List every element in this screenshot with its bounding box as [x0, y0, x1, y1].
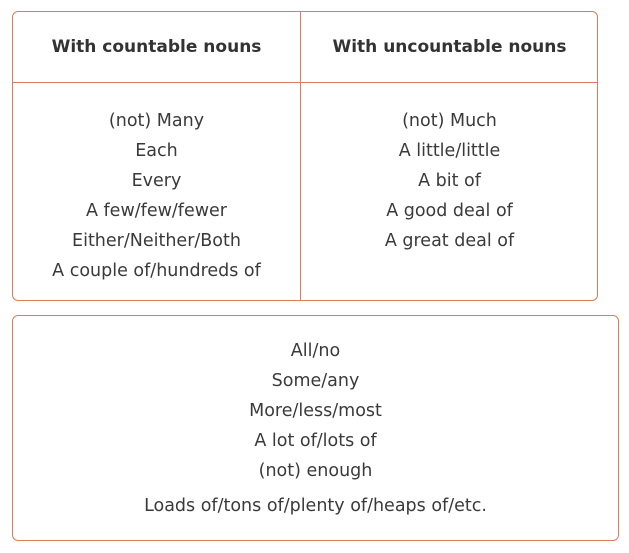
list-item: A lot of/lots of	[254, 431, 377, 451]
list-item: A bit of	[418, 171, 481, 191]
countable-list	[13, 106, 300, 286]
header-uncountable: With uncountable nouns	[332, 37, 567, 57]
list-item: All/no	[290, 341, 341, 361]
both-list	[13, 336, 618, 521]
uncountable-list	[301, 106, 598, 256]
list-item: Loads of/tons of/plenty of/heaps of/etc.	[144, 496, 487, 516]
list-item: (not) Much	[402, 111, 497, 131]
header-divider	[13, 82, 597, 83]
list-item: A good deal of	[386, 201, 513, 221]
list-item: (not) enough	[258, 461, 373, 481]
list-item: Some/any	[271, 371, 360, 391]
list-item: Either/Neither/Both	[72, 231, 241, 251]
list-item: Every	[131, 171, 182, 191]
quantifier-table	[12, 11, 598, 301]
header-countable: With countable nouns	[51, 37, 262, 57]
list-item: A couple of/hundreds of	[52, 261, 261, 281]
list-item: (not) Many	[108, 111, 205, 131]
list-item: Each	[135, 141, 178, 161]
list-item: A few/few/fewer	[85, 201, 227, 221]
list-item: A little/little	[398, 141, 501, 161]
list-item: More/less/most	[249, 401, 382, 421]
list-item: A great deal of	[384, 231, 515, 251]
both-nouns-box	[12, 315, 619, 541]
